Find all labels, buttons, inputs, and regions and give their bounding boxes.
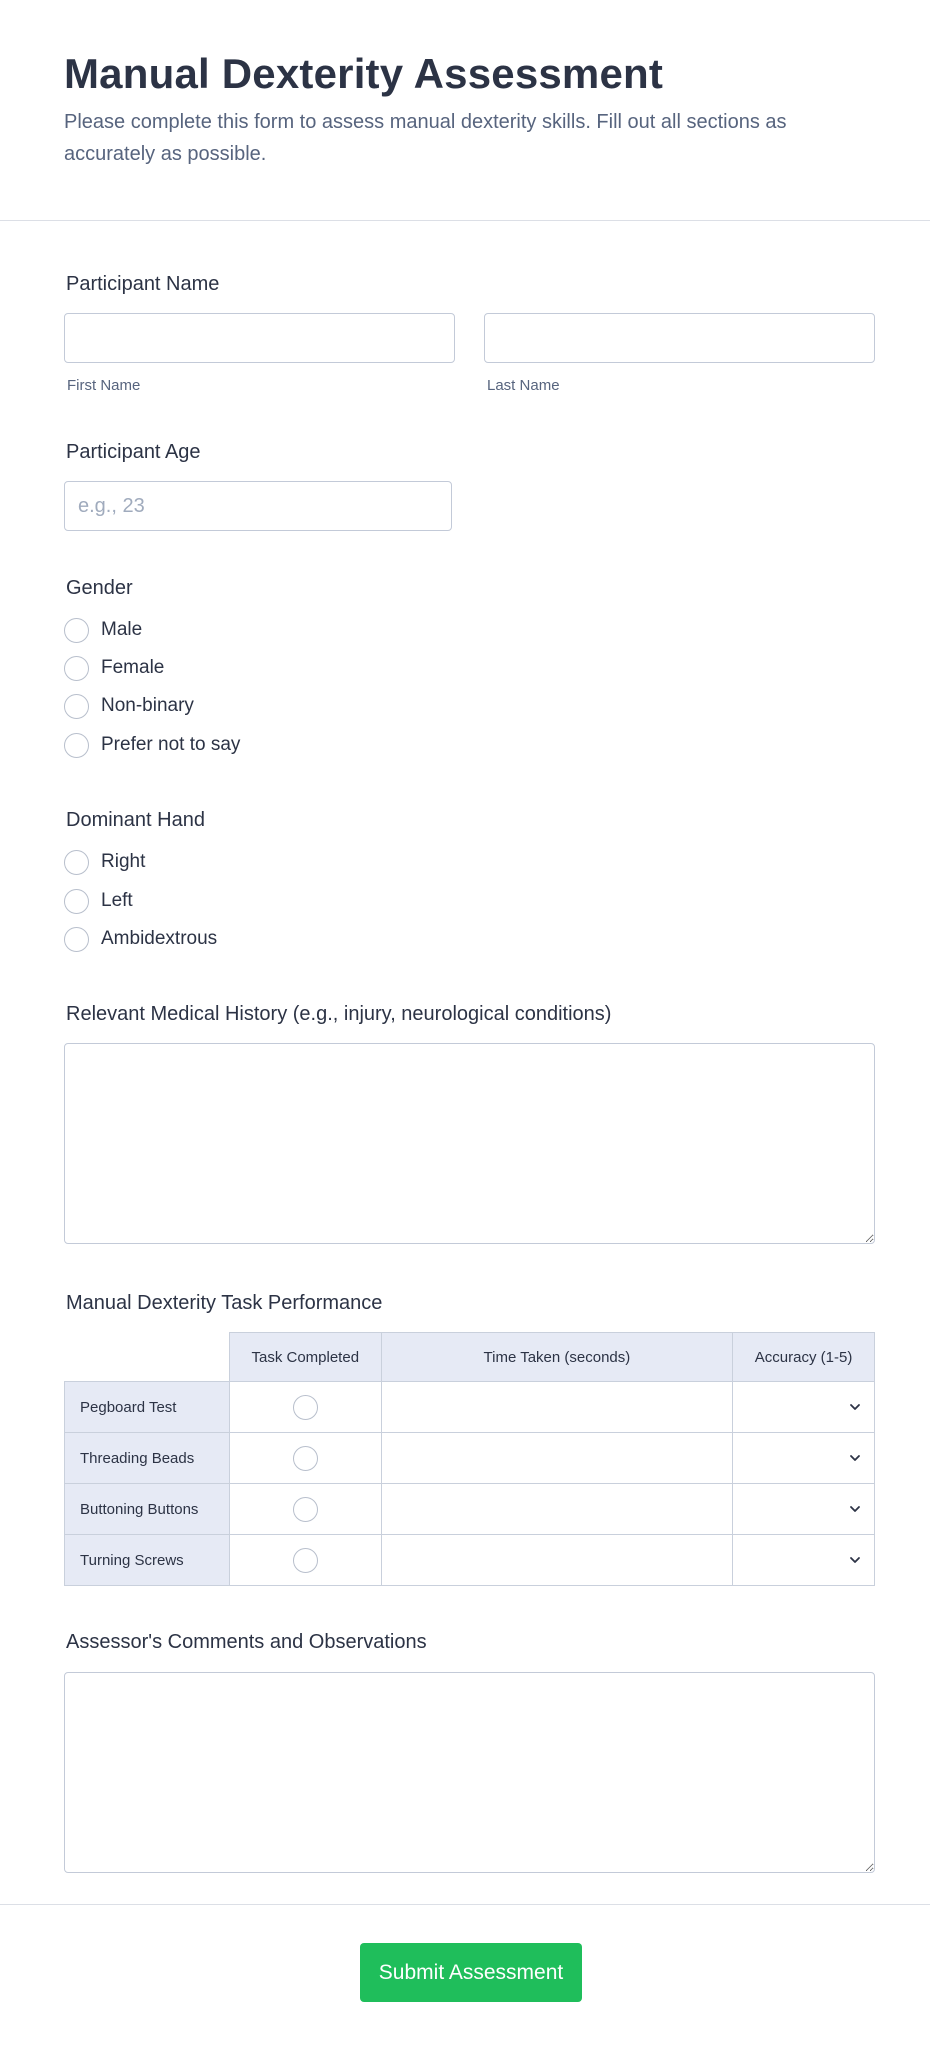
task-completed-cell[interactable] — [229, 1433, 381, 1484]
medical-history-label: Relevant Medical History (e.g., injury, neurological conditions) — [66, 1003, 612, 1025]
gender-option-label: Male — [101, 619, 143, 640]
radio-button[interactable] — [64, 850, 89, 875]
footer-divider — [0, 1904, 930, 1905]
page-subtitle: Please complete this form to assess manual dexterity skills. Fill out all sections as accurately as possible. — [64, 111, 787, 165]
gender-option-non-binary[interactable] — [64, 692, 194, 720]
chevron-down-icon — [848, 1400, 862, 1414]
column-header-time-taken: Time Taken (seconds) — [381, 1333, 732, 1382]
comments-label: Assessor's Comments and Observations — [66, 1631, 427, 1653]
radio-button[interactable] — [64, 656, 89, 681]
hand-option-label: Ambidextrous — [101, 928, 218, 949]
table-row — [65, 1535, 875, 1586]
hand-option-right[interactable] — [64, 848, 145, 876]
time-taken-cell[interactable] — [381, 1484, 732, 1535]
task-performance-matrix — [64, 1332, 875, 1586]
last-name-sublabel: Last Name — [487, 377, 560, 394]
row-header-buttoning-buttons: Buttoning Buttons — [65, 1484, 230, 1535]
radio-button[interactable] — [64, 889, 89, 914]
table-row — [65, 1433, 875, 1484]
participant-age-input[interactable] — [64, 481, 452, 531]
submit-button[interactable]: Submit Assessment — [360, 1943, 582, 2002]
chevron-down-icon — [848, 1553, 862, 1567]
chevron-down-icon — [848, 1451, 862, 1465]
task-completed-cell[interactable] — [229, 1535, 381, 1586]
chevron-down-icon — [848, 1502, 862, 1516]
last-name-input[interactable] — [484, 313, 875, 363]
hand-option-label: Right — [101, 851, 146, 872]
matrix-corner-cell — [65, 1333, 230, 1382]
gender-option-female[interactable] — [64, 654, 164, 682]
time-taken-cell[interactable] — [381, 1382, 732, 1433]
time-taken-cell[interactable] — [381, 1535, 732, 1586]
radio-button[interactable] — [64, 733, 89, 758]
comments-textarea[interactable] — [64, 1672, 875, 1873]
gender-option-label: Female — [101, 657, 165, 678]
time-taken-cell[interactable] — [381, 1433, 732, 1484]
radio-button[interactable] — [293, 1446, 318, 1471]
gender-option-label: Prefer not to say — [101, 734, 241, 755]
column-header-task-completed: Task Completed — [229, 1333, 381, 1382]
gender-option-label: Non-binary — [101, 695, 194, 716]
row-header-turning-screws: Turning Screws — [65, 1535, 230, 1586]
radio-button[interactable] — [64, 694, 89, 719]
page-title: Manual Dexterity Assessment — [64, 50, 664, 97]
radio-button[interactable] — [293, 1395, 318, 1420]
radio-button[interactable] — [64, 618, 89, 643]
gender-option-prefer-not[interactable] — [64, 731, 240, 759]
radio-button[interactable] — [293, 1548, 318, 1573]
accuracy-dropdown[interactable] — [733, 1433, 875, 1484]
participant-age-label: Participant Age — [66, 441, 201, 463]
hand-option-ambidextrous[interactable] — [64, 925, 217, 953]
accuracy-dropdown[interactable] — [733, 1535, 875, 1586]
medical-history-textarea[interactable] — [64, 1043, 875, 1244]
row-header-pegboard-test: Pegboard Test — [65, 1382, 230, 1433]
hand-option-left[interactable] — [64, 887, 133, 915]
first-name-sublabel: First Name — [67, 377, 141, 394]
first-name-input[interactable] — [64, 313, 455, 363]
table-row — [65, 1382, 875, 1433]
radio-button[interactable] — [64, 927, 89, 952]
matrix-header-row — [65, 1333, 875, 1382]
row-header-threading-beads: Threading Beads — [65, 1433, 230, 1484]
task-completed-cell[interactable] — [229, 1484, 381, 1535]
gender-option-male[interactable] — [64, 616, 142, 644]
gender-label: Gender — [66, 577, 133, 599]
participant-name-label: Participant Name — [66, 273, 220, 295]
dominant-hand-label: Dominant Hand — [66, 809, 205, 831]
task-performance-label: Manual Dexterity Task Performance — [66, 1292, 383, 1314]
radio-button[interactable] — [293, 1497, 318, 1522]
form-header — [0, 0, 930, 221]
table-row — [65, 1484, 875, 1535]
hand-option-label: Left — [101, 890, 133, 911]
accuracy-dropdown[interactable] — [733, 1382, 875, 1433]
accuracy-dropdown[interactable] — [733, 1484, 875, 1535]
task-completed-cell[interactable] — [229, 1382, 381, 1433]
column-header-accuracy: Accuracy (1-5) — [733, 1333, 875, 1382]
